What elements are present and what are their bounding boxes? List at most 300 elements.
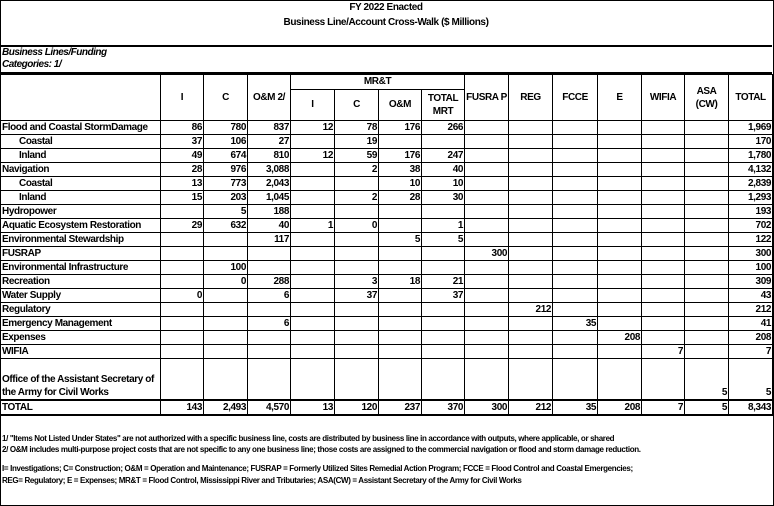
cell-mrt-c: 2 [335, 191, 379, 205]
cell-e [598, 303, 642, 317]
title-block [0, 0, 772, 47]
total-cell-wifia: 7 [642, 400, 685, 415]
cell-mrt-om [379, 289, 422, 303]
cell-i: 49 [161, 149, 204, 163]
cell-mrt-i [291, 317, 335, 331]
cell-reg [509, 331, 553, 345]
cell-mrt-c [335, 303, 379, 317]
cell-mrt-c: 19 [335, 135, 379, 149]
cell-i [161, 205, 204, 219]
cell-mrt-i [291, 331, 335, 345]
cell-reg [509, 345, 553, 359]
cell-asa [685, 331, 729, 345]
cell-fcce [553, 331, 598, 345]
cell-mrt-i [291, 275, 335, 289]
row-label: Emergency Management [1, 317, 161, 331]
cell-total: 41 [729, 317, 773, 331]
cell-mrt-om [379, 205, 422, 219]
cell-om: 6 [248, 289, 291, 303]
cell-i [161, 359, 204, 401]
cell-c [204, 247, 248, 261]
row-label: Water Supply [1, 289, 161, 303]
cell-mrt-i [291, 163, 335, 177]
cell-mrt-i [291, 191, 335, 205]
cell-mrt-i: 1 [291, 219, 335, 233]
cell-fusrap [465, 233, 509, 247]
cell-om: 27 [248, 135, 291, 149]
cell-c [204, 359, 248, 401]
cell-c: 100 [204, 261, 248, 275]
header-label-cell [1, 75, 161, 121]
cell-fusrap [465, 317, 509, 331]
cell-fusrap [465, 121, 509, 135]
cell-mrt-total [422, 205, 465, 219]
cell-fusrap [465, 135, 509, 149]
col-header-om: O&M 2/ [248, 75, 291, 121]
cell-fcce [553, 233, 598, 247]
cell-e [598, 177, 642, 191]
cell-mrt-i [291, 177, 335, 191]
cell-wifia [642, 317, 685, 331]
row-label: Coastal [1, 177, 161, 191]
cell-mrt-i [291, 345, 335, 359]
cell-om: 3,088 [248, 163, 291, 177]
table-row [1, 289, 773, 303]
cell-fusrap [465, 289, 509, 303]
total-cell-total: 8,343 [729, 400, 773, 415]
cell-total: 208 [729, 331, 773, 345]
cell-om [248, 247, 291, 261]
cell-c: 780 [204, 121, 248, 135]
cell-c: 203 [204, 191, 248, 205]
col-header-mrt-group: MR&T [291, 75, 465, 90]
cell-asa [685, 135, 729, 149]
cell-wifia [642, 303, 685, 317]
cell-c: 773 [204, 177, 248, 191]
cell-asa [685, 345, 729, 359]
row-label: Inland [1, 191, 161, 205]
cell-mrt-total [422, 331, 465, 345]
cell-mrt-om: 28 [379, 191, 422, 205]
cell-total: 309 [729, 275, 773, 289]
col-header-mrt-c: C [335, 90, 379, 121]
cell-reg [509, 289, 553, 303]
cell-mrt-i [291, 303, 335, 317]
cell-mrt-om [379, 317, 422, 331]
cell-total: 1,969 [729, 121, 773, 135]
cell-fusrap [465, 261, 509, 275]
page-subtitle: Business Line/Account Cross-Walk ($ Millions) [283, 17, 489, 28]
cell-om: 6 [248, 317, 291, 331]
col-header-mrt-i: I [291, 90, 335, 121]
cell-total: 4,132 [729, 163, 773, 177]
cell-i [161, 345, 204, 359]
crosswalk-table [0, 74, 773, 416]
cell-om: 1,045 [248, 191, 291, 205]
cell-mrt-total [422, 303, 465, 317]
cell-mrt-c [335, 317, 379, 331]
cell-total: 2,839 [729, 177, 773, 191]
total-row [1, 400, 773, 415]
cell-mrt-c [335, 205, 379, 219]
cell-fcce [553, 359, 598, 401]
table-row [1, 261, 773, 275]
cell-mrt-total: 30 [422, 191, 465, 205]
cell-reg [509, 177, 553, 191]
cell-mrt-om [379, 303, 422, 317]
table-row [1, 163, 773, 177]
cell-wifia [642, 331, 685, 345]
cell-e [598, 317, 642, 331]
cell-mrt-total [422, 135, 465, 149]
total-cell-fusrap: 300 [465, 400, 509, 415]
total-cell-reg: 212 [509, 400, 553, 415]
cell-fcce [553, 205, 598, 219]
cell-fcce [553, 177, 598, 191]
footnotes [2, 433, 770, 455]
cell-mrt-c [335, 233, 379, 247]
cell-fcce [553, 163, 598, 177]
cell-asa [685, 261, 729, 275]
total-cell-e: 208 [598, 400, 642, 415]
cell-reg [509, 191, 553, 205]
cell-fusrap [465, 177, 509, 191]
cell-c: 674 [204, 149, 248, 163]
row-label: Regulatory [1, 303, 161, 317]
cell-asa [685, 163, 729, 177]
table-row [1, 359, 773, 401]
cell-e [598, 275, 642, 289]
row-label: Expenses [1, 331, 161, 345]
cell-mrt-total: 1 [422, 219, 465, 233]
col-header-e: E [598, 75, 642, 121]
cell-mrt-c: 3 [335, 275, 379, 289]
cell-wifia [642, 275, 685, 289]
categories-label-line2: Categories: 1/ [2, 59, 62, 70]
cell-total: 212 [729, 303, 773, 317]
cell-mrt-c [335, 359, 379, 401]
cell-fusrap [465, 345, 509, 359]
row-label: Hydropower [1, 205, 161, 219]
cell-total: 1,293 [729, 191, 773, 205]
row-label: Flood and Coastal StormDamage [1, 121, 161, 135]
cell-mrt-c [335, 261, 379, 275]
cell-wifia [642, 261, 685, 275]
cell-c [204, 317, 248, 331]
cell-mrt-om [379, 359, 422, 401]
cell-fcce [553, 135, 598, 149]
cell-wifia: 7 [642, 345, 685, 359]
cell-total: 43 [729, 289, 773, 303]
cell-mrt-om [379, 331, 422, 345]
table-row [1, 205, 773, 219]
cell-mrt-om: 18 [379, 275, 422, 289]
cell-fusrap [465, 219, 509, 233]
cell-reg [509, 359, 553, 401]
cell-fusrap: 300 [465, 247, 509, 261]
table-row [1, 317, 773, 331]
cell-fcce [553, 303, 598, 317]
cell-wifia [642, 233, 685, 247]
cell-e [598, 135, 642, 149]
cell-fcce [553, 261, 598, 275]
total-cell-c: 2,493 [204, 400, 248, 415]
cell-wifia [642, 247, 685, 261]
cell-fcce [553, 247, 598, 261]
cell-mrt-c: 0 [335, 219, 379, 233]
cell-c: 5 [204, 205, 248, 219]
cell-i [161, 261, 204, 275]
cell-i: 37 [161, 135, 204, 149]
row-label: Aquatic Ecosystem Restoration [1, 219, 161, 233]
legend-line-1: I= Investigations; C= Construction; O&M = Operation and Maintenance; FUSRAP = Formerly Utilized Sites Remedial Action Program; FCCE = Flood Control and Coastal Emergencies; [2, 464, 633, 473]
cell-total: 170 [729, 135, 773, 149]
cell-mrt-c [335, 177, 379, 191]
cell-fusrap [465, 163, 509, 177]
cell-fcce [553, 149, 598, 163]
cell-fcce [553, 345, 598, 359]
cell-mrt-total [422, 261, 465, 275]
table-row [1, 275, 773, 289]
cell-e [598, 205, 642, 219]
table-row [1, 303, 773, 317]
cell-reg [509, 233, 553, 247]
cell-c: 0 [204, 275, 248, 289]
table-row [1, 191, 773, 205]
row-label: FUSRAP [1, 247, 161, 261]
cell-total: 100 [729, 261, 773, 275]
cell-i: 86 [161, 121, 204, 135]
row-label: Environmental Stewardship [1, 233, 161, 247]
cell-mrt-total [422, 317, 465, 331]
cell-mrt-total: 266 [422, 121, 465, 135]
cell-total: 193 [729, 205, 773, 219]
cell-mrt-om [379, 219, 422, 233]
table-row [1, 331, 773, 345]
cell-om [248, 303, 291, 317]
cell-asa [685, 289, 729, 303]
cell-reg: 212 [509, 303, 553, 317]
cell-mrt-i: 12 [291, 121, 335, 135]
cell-e [598, 121, 642, 135]
total-cell-mrt-i: 13 [291, 400, 335, 415]
cell-i: 0 [161, 289, 204, 303]
cell-total: 300 [729, 247, 773, 261]
cell-mrt-total: 40 [422, 163, 465, 177]
cell-i: 13 [161, 177, 204, 191]
cell-mrt-total: 247 [422, 149, 465, 163]
page-title: FY 2022 Enacted [349, 2, 423, 13]
cell-asa [685, 205, 729, 219]
cell-total: 5 [729, 359, 773, 401]
cell-om: 188 [248, 205, 291, 219]
cell-asa [685, 233, 729, 247]
cell-c [204, 233, 248, 247]
cell-c [204, 289, 248, 303]
cell-i [161, 317, 204, 331]
table-row [1, 121, 773, 135]
cell-reg [509, 261, 553, 275]
cell-mrt-om: 176 [379, 149, 422, 163]
cell-total: 122 [729, 233, 773, 247]
cell-asa: 5 [685, 359, 729, 401]
cell-mrt-om [379, 135, 422, 149]
col-header-fcce: FCCE [553, 75, 598, 121]
cell-mrt-total [422, 345, 465, 359]
total-cell-om: 4,570 [248, 400, 291, 415]
cell-fcce [553, 191, 598, 205]
cell-wifia [642, 121, 685, 135]
cell-mrt-i [291, 233, 335, 247]
cell-fusrap [465, 303, 509, 317]
cell-mrt-c: 59 [335, 149, 379, 163]
cell-c [204, 331, 248, 345]
col-header-asa: ASA (CW) [685, 75, 729, 121]
footnote-2: 2/ O&M includes multi-purpose project costs that are not specific to any one business line; those costs are assigned to the commercial navigation or flood and storm damage reduction. [2, 445, 641, 454]
cell-reg [509, 205, 553, 219]
table-row [1, 219, 773, 233]
col-header-fusrap: FUSRA P [465, 75, 509, 121]
cell-e [598, 289, 642, 303]
cell-reg [509, 121, 553, 135]
cell-asa [685, 247, 729, 261]
col-header-mrt-total: TOTAL MRT [422, 90, 465, 121]
cell-reg [509, 163, 553, 177]
row-label: Navigation [1, 163, 161, 177]
cell-wifia [642, 359, 685, 401]
cell-i [161, 303, 204, 317]
cell-e [598, 261, 642, 275]
cell-om [248, 261, 291, 275]
total-row-label: TOTAL [1, 400, 161, 415]
table-row [1, 247, 773, 261]
cell-om [248, 359, 291, 401]
cell-mrt-om [379, 261, 422, 275]
row-label: Inland [1, 149, 161, 163]
cell-c [204, 303, 248, 317]
cell-e [598, 149, 642, 163]
row-label: Recreation [1, 275, 161, 289]
cell-mrt-c [335, 247, 379, 261]
cell-i: 29 [161, 219, 204, 233]
footnote-1: 1/ "Items Not Listed Under States" are not authorized with a specific business line, costs are distributed by business line in accordance with outputs, where applicable, or shared [2, 434, 615, 443]
cell-fusrap [465, 359, 509, 401]
total-cell-fcce: 35 [553, 400, 598, 415]
cell-total: 702 [729, 219, 773, 233]
cell-mrt-total: 37 [422, 289, 465, 303]
cell-fcce: 35 [553, 317, 598, 331]
row-label: Office of the Assistant Secretary of the Army for Civil Works [1, 359, 161, 401]
cell-om: 117 [248, 233, 291, 247]
cell-c [204, 345, 248, 359]
cell-i [161, 233, 204, 247]
categories-block [0, 46, 772, 74]
table-row [1, 177, 773, 191]
cell-mrt-om [379, 247, 422, 261]
cell-fcce [553, 289, 598, 303]
cell-fcce [553, 275, 598, 289]
cell-mrt-om [379, 345, 422, 359]
cell-reg [509, 135, 553, 149]
cell-mrt-c: 78 [335, 121, 379, 135]
cell-mrt-total: 5 [422, 233, 465, 247]
cell-reg [509, 317, 553, 331]
cell-mrt-c [335, 331, 379, 345]
cell-fcce [553, 219, 598, 233]
row-label: Coastal [1, 135, 161, 149]
cell-wifia [642, 191, 685, 205]
table-row [1, 345, 773, 359]
cell-mrt-total: 21 [422, 275, 465, 289]
cell-om: 2,043 [248, 177, 291, 191]
cell-wifia [642, 149, 685, 163]
total-cell-mrt-c: 120 [335, 400, 379, 415]
cell-e [598, 345, 642, 359]
cell-c: 632 [204, 219, 248, 233]
cell-mrt-om: 176 [379, 121, 422, 135]
cell-fusrap [465, 205, 509, 219]
col-header-mrt-om: O&M [379, 90, 422, 121]
cell-e: 208 [598, 331, 642, 345]
cell-fcce [553, 121, 598, 135]
col-header-total: TOTAL [729, 75, 773, 121]
cell-mrt-c: 37 [335, 289, 379, 303]
total-cell-mrt-total: 370 [422, 400, 465, 415]
cell-mrt-total: 10 [422, 177, 465, 191]
cell-mrt-i [291, 289, 335, 303]
cell-asa [685, 191, 729, 205]
cell-mrt-c: 2 [335, 163, 379, 177]
cell-asa [685, 219, 729, 233]
cell-om [248, 345, 291, 359]
cell-c: 106 [204, 135, 248, 149]
cell-wifia [642, 177, 685, 191]
cell-wifia [642, 163, 685, 177]
cell-asa [685, 275, 729, 289]
col-header-wifia: WIFIA [642, 75, 685, 121]
cell-total: 7 [729, 345, 773, 359]
row-label: WIFIA [1, 345, 161, 359]
total-cell-asa: 5 [685, 400, 729, 415]
cell-mrt-total [422, 247, 465, 261]
cell-i [161, 247, 204, 261]
header-row-1 [1, 75, 773, 90]
cell-mrt-i [291, 135, 335, 149]
cell-i: 15 [161, 191, 204, 205]
cell-mrt-c [335, 345, 379, 359]
cell-fusrap [465, 275, 509, 289]
cell-mrt-i [291, 205, 335, 219]
table-row [1, 135, 773, 149]
cell-om: 288 [248, 275, 291, 289]
cell-mrt-i [291, 261, 335, 275]
cell-om [248, 331, 291, 345]
cell-asa [685, 177, 729, 191]
cell-mrt-om: 5 [379, 233, 422, 247]
cell-i [161, 275, 204, 289]
total-cell-i: 143 [161, 400, 204, 415]
cell-i [161, 331, 204, 345]
legend-line-2: REG= Regulatory; E = Expenses; MR&T = Flood Control, Mississippi River and Tributaries; ASA(CW) = Assistant Secretary of the Army for Civil Works [2, 476, 522, 485]
cell-mrt-om: 10 [379, 177, 422, 191]
cell-e [598, 191, 642, 205]
total-cell-mrt-om: 237 [379, 400, 422, 415]
cell-om: 40 [248, 219, 291, 233]
cell-fusrap [465, 331, 509, 345]
row-label: Environmental Infrastructure [1, 261, 161, 275]
table-row [1, 233, 773, 247]
cell-fusrap [465, 191, 509, 205]
